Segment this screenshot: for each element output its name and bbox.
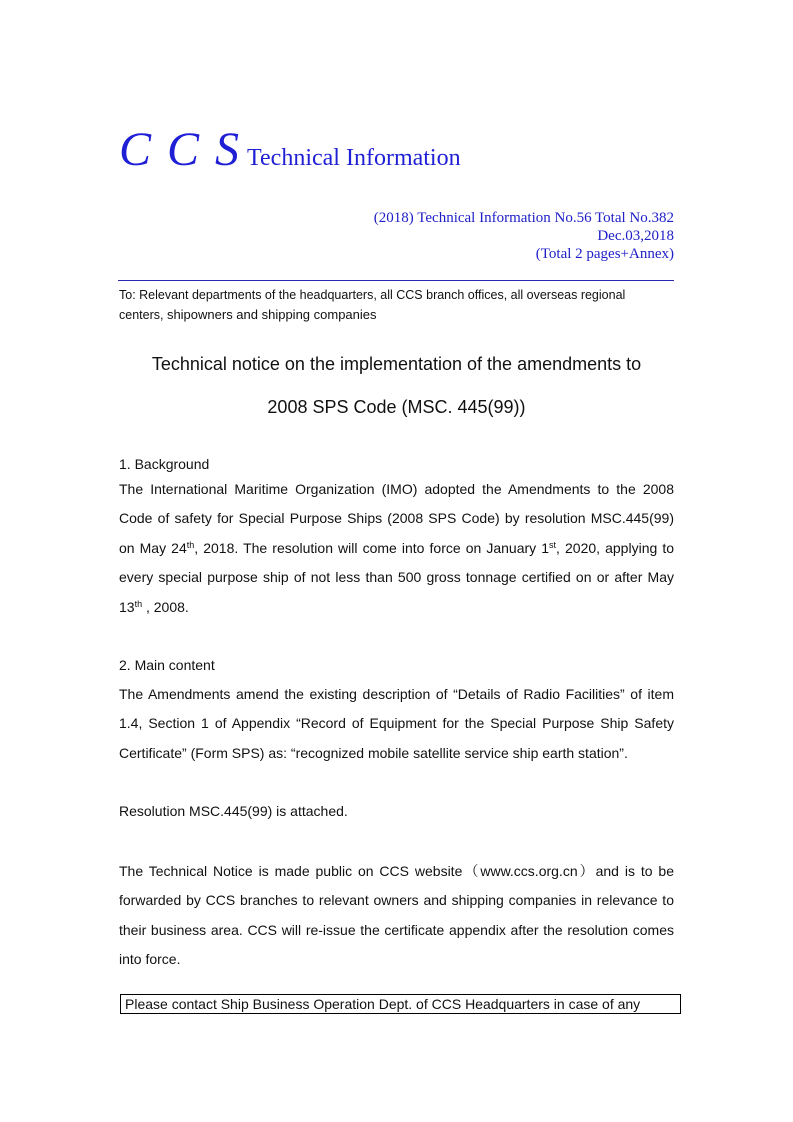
header-divider <box>118 280 674 281</box>
section-heading-background: 1. Background <box>119 456 210 472</box>
section-heading-main-content: 2. Main content <box>119 657 215 673</box>
recipient-line-2b: shipowners and shipping companies <box>166 307 377 322</box>
recipient-block <box>119 285 675 325</box>
ccs-logo <box>119 122 461 177</box>
background-text-4: , 2008. <box>142 598 189 615</box>
logo-mark: C C S <box>119 123 242 176</box>
issue-date: Dec.03,2018 <box>597 228 674 244</box>
reference-number: (2018) Technical Information No.56 Total No.382 <box>373 210 674 226</box>
recipient-line-1: To: Relevant departments of the headquarters, all CCS branch offices, all overseas regional <box>119 288 626 302</box>
superscript: st <box>549 539 557 550</box>
background-paragraph <box>119 475 674 622</box>
page-count: (Total 2 pages+Annex) <box>535 246 674 262</box>
publication-paragraph: The Technical Notice is made public on CCS website（www.ccs.org.cn）and is to be forwarded by CCS branches to relevant owners and shipping companies in relevance to their business area. CCS will re-issue the certificate appendix after the resolution comes into force. <box>119 863 674 968</box>
background-text-2: , 2018. The resolution will come into force on January 1 <box>194 539 550 556</box>
background-text-3: , 2020, applying to every special purpose ship of not less than 500 gross tonnage certified on or after May 13 <box>119 539 675 615</box>
recipient-line-2a: centers, <box>119 308 167 322</box>
attachment-note: Resolution MSC.445(99) is attached. <box>119 803 348 819</box>
superscript: th <box>134 598 143 609</box>
recipient-line-2 <box>119 305 675 325</box>
reference-block <box>374 209 674 263</box>
notice-title-line-2: 2008 SPS Code (MSC. 445(99)) <box>267 397 526 417</box>
logo-title: Technical Information <box>247 145 461 171</box>
notice-title-line-1: Technical notice on the implementation of the amendments to <box>151 354 642 374</box>
main-content-paragraph: The Amendments amend the existing description of “Details of Radio Facilities” of item 1.4, Section 1 of Appendix “Record of Equipment for the Special Purpose Ship Safety Certificate” (Form SPS) as: “recognized mobile satellite service ship earth station”. <box>119 686 674 761</box>
superscript: th <box>186 539 195 550</box>
background-text-1: The International Maritime Organization (IMO) adopted the Amendments to the 2008 Code of safety for Special Purpose Ships (2008 SPS Code) by resolution MSC.445(99) on May 24 <box>119 481 674 556</box>
contact-box: Please contact Ship Business Operation Dept. of CCS Headquarters in case of any <box>120 994 681 1014</box>
